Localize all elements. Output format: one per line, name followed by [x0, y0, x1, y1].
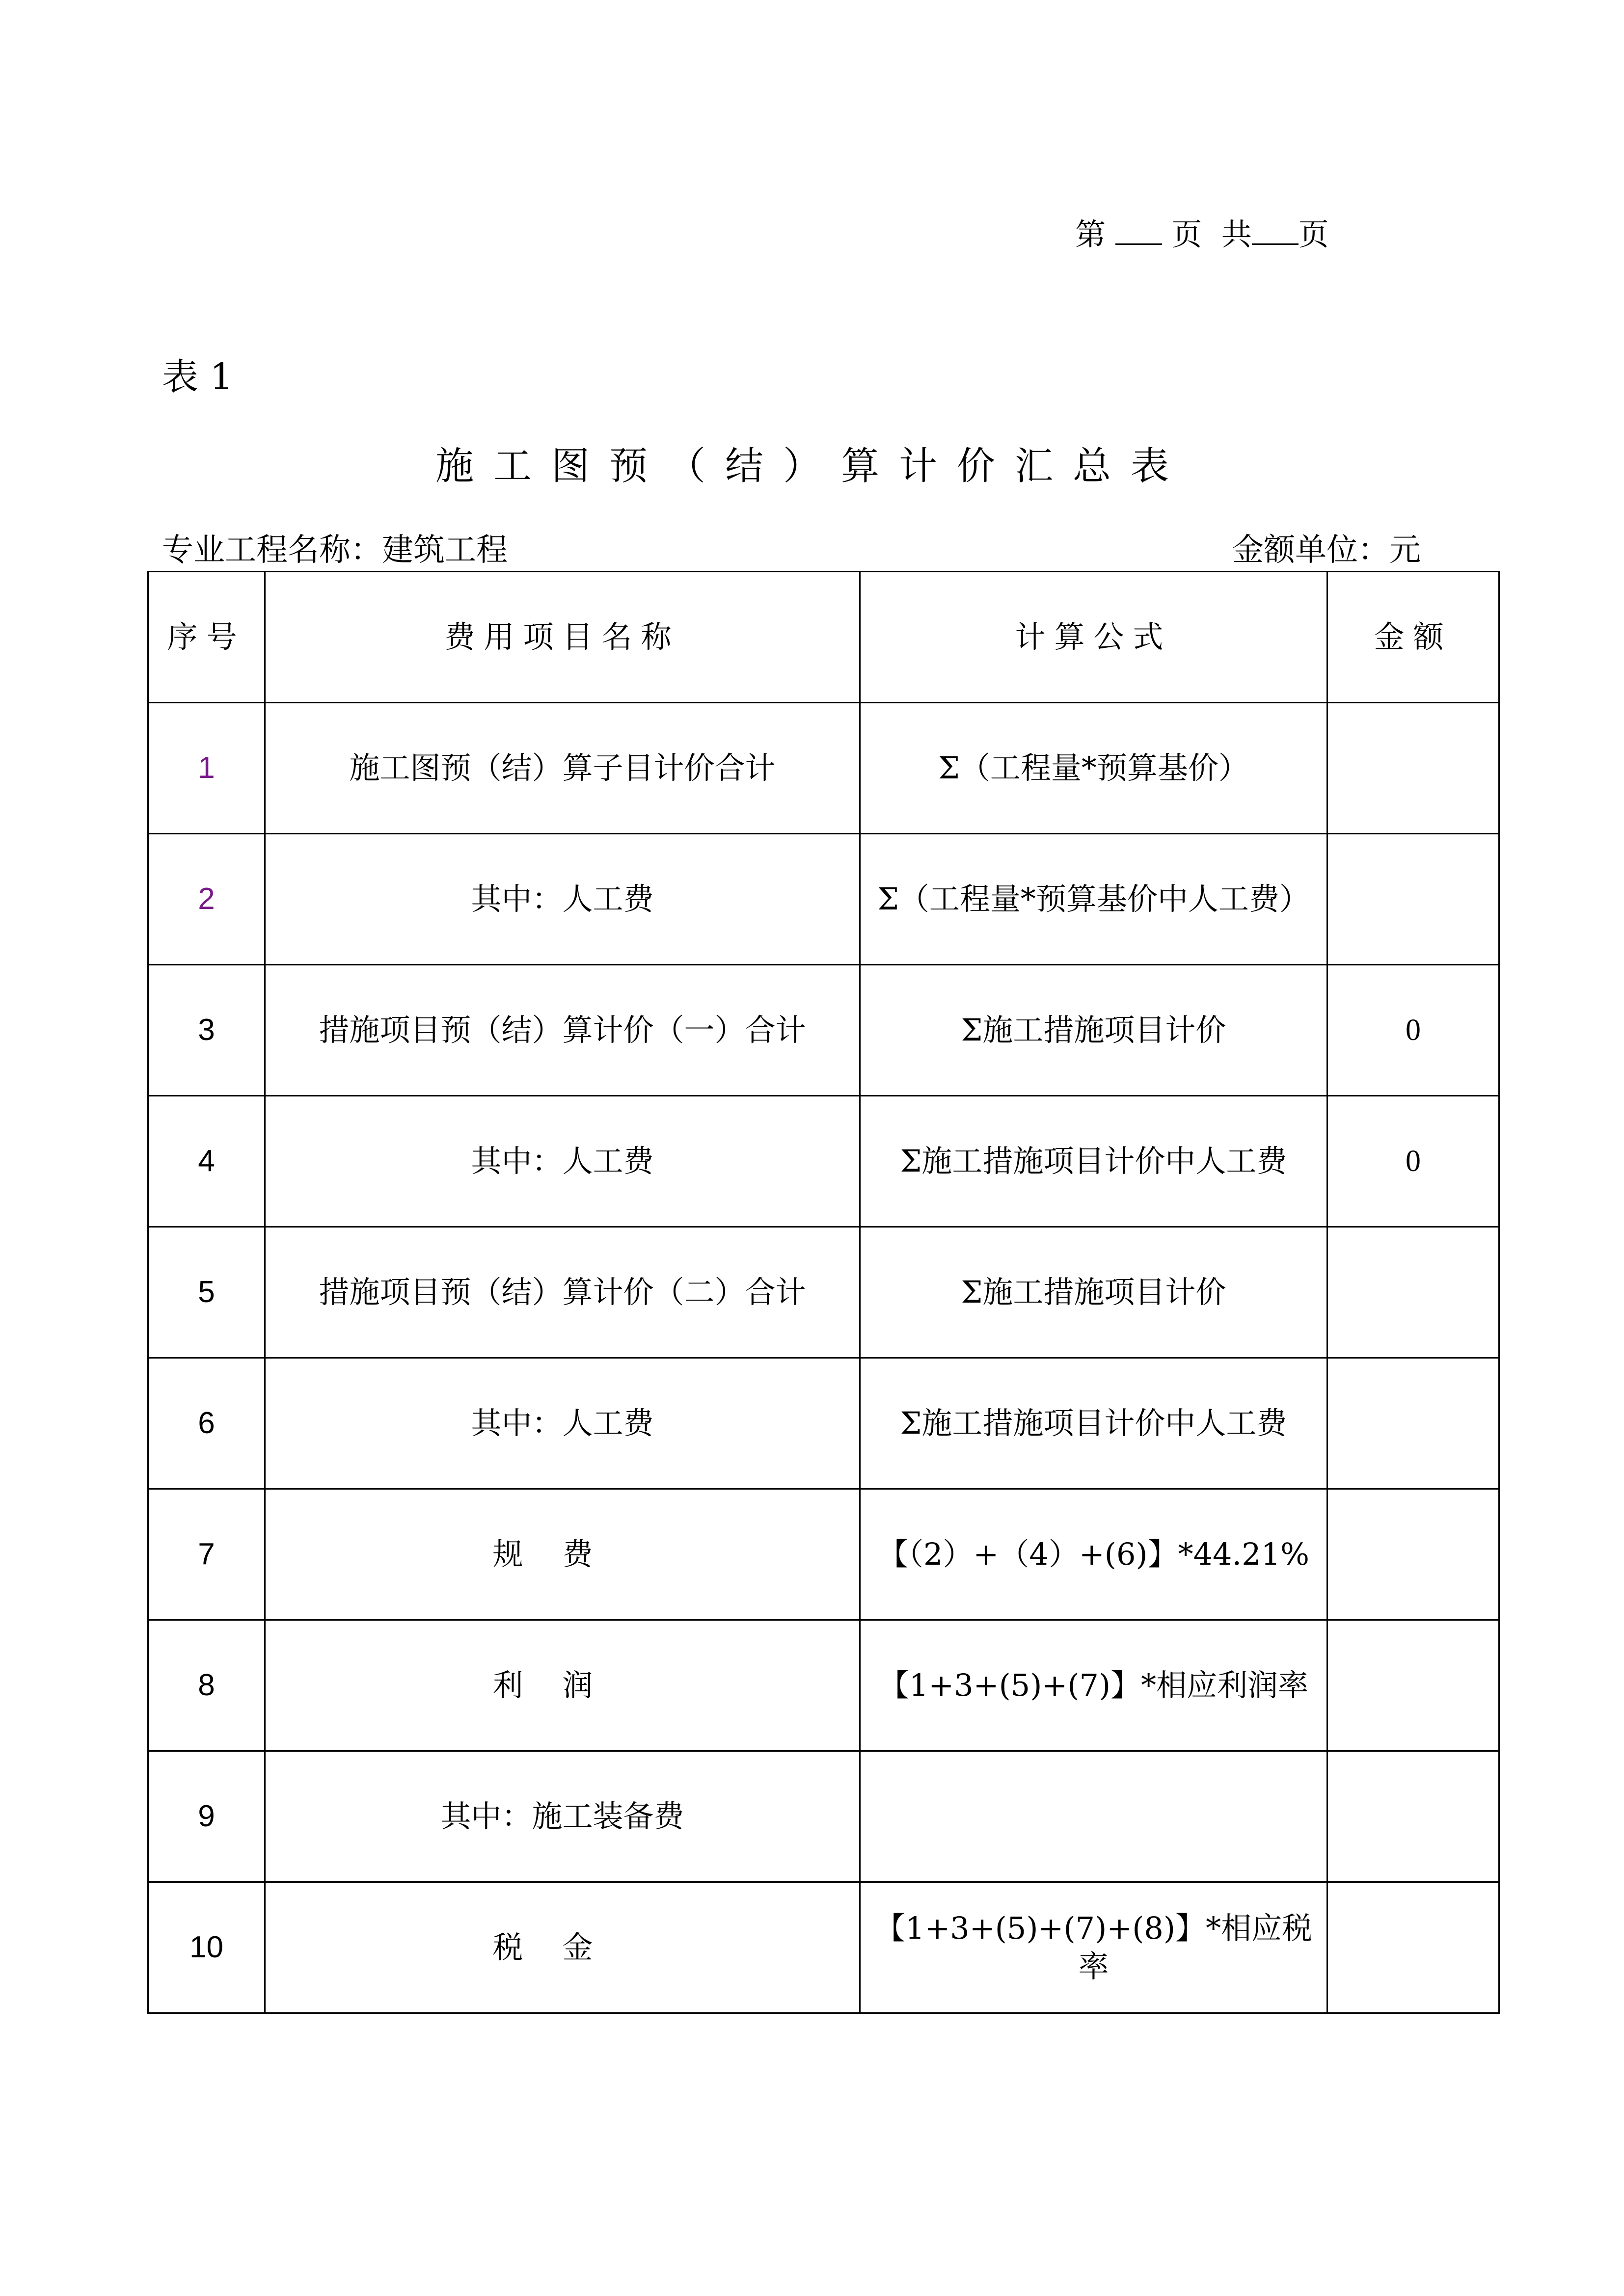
page-number — [1075, 216, 1329, 252]
table-row — [148, 834, 1499, 965]
row-seq: 7 — [148, 1489, 265, 1620]
row-amount — [1327, 1358, 1499, 1489]
document-title: 施工图预（结）算计价汇总表 — [435, 444, 1189, 488]
row-amount — [1327, 1227, 1499, 1358]
table-row — [148, 1751, 1499, 1882]
row-formula: 【1+3+(5)+(7)+(8)】*相应税率 — [860, 1882, 1327, 2013]
row-amount — [1327, 1489, 1499, 1620]
header-formula: 计算公式 — [860, 572, 1327, 703]
row-name: 税金 — [265, 1882, 860, 2013]
page-number-middle: 页 共 — [1171, 216, 1252, 252]
table-row — [148, 1489, 1499, 1620]
row-amount: 0 — [1327, 965, 1499, 1096]
row-amount: 0 — [1327, 1096, 1499, 1227]
table-number: 表 1 — [162, 356, 233, 398]
row-formula — [860, 1751, 1327, 1882]
table-row — [148, 1620, 1499, 1751]
row-amount — [1327, 703, 1499, 834]
header-seq: 序号 — [148, 572, 265, 703]
table-header-row — [148, 572, 1499, 703]
table-row — [148, 1096, 1499, 1227]
row-formula: Σ施工措施项目计价 — [860, 965, 1327, 1096]
row-name: 规费 — [265, 1489, 860, 1620]
page-number-suffix: 页 — [1298, 216, 1329, 252]
row-formula: Σ施工措施项目计价 — [860, 1227, 1327, 1358]
table-row — [148, 1882, 1499, 2013]
row-amount — [1327, 1882, 1499, 2013]
row-seq: 2 — [148, 834, 265, 965]
row-seq: 8 — [148, 1620, 265, 1751]
row-formula: Σ（工程量*预算基价中人工费） — [860, 834, 1327, 965]
header-name: 费用项目名称 — [265, 572, 860, 703]
row-formula: 【（2）+（4）+(6)】*44.21% — [860, 1489, 1327, 1620]
row-name: 其中：人工费 — [265, 1358, 860, 1489]
table-row — [148, 965, 1499, 1096]
row-seq: 3 — [148, 965, 265, 1096]
row-seq: 5 — [148, 1227, 265, 1358]
table-row — [148, 1227, 1499, 1358]
row-name: 施工图预（结）算子目计价合计 — [265, 703, 860, 834]
row-name: 其中：人工费 — [265, 1096, 860, 1227]
row-amount — [1327, 1620, 1499, 1751]
row-amount — [1327, 834, 1499, 965]
row-formula: Σ施工措施项目计价中人工费 — [860, 1358, 1327, 1489]
row-formula: 【1+3+(5)+(7)】*相应利润率 — [860, 1620, 1327, 1751]
row-seq: 1 — [148, 703, 265, 834]
row-formula: Σ（工程量*预算基价） — [860, 703, 1327, 834]
header-amount: 金额 — [1327, 572, 1499, 703]
table-row — [148, 703, 1499, 834]
row-name: 利润 — [265, 1620, 860, 1751]
table-row — [148, 1358, 1499, 1489]
cost-summary-table — [147, 571, 1500, 2014]
row-name: 措施项目预（结）算计价（二）合计 — [265, 1227, 860, 1358]
page-number-current-blank — [1115, 216, 1162, 245]
page-number-total-blank — [1252, 216, 1299, 245]
row-seq: 4 — [148, 1096, 265, 1227]
row-seq: 9 — [148, 1751, 265, 1882]
row-seq: 10 — [148, 1882, 265, 2013]
row-name: 其中：施工装备费 — [265, 1751, 860, 1882]
amount-unit-label: 金额单位：元 — [1232, 532, 1421, 568]
row-name: 措施项目预（结）算计价（一）合计 — [265, 965, 860, 1096]
row-amount — [1327, 1751, 1499, 1882]
row-seq: 6 — [148, 1358, 265, 1489]
row-name: 其中：人工费 — [265, 834, 860, 965]
project-name-label: 专业工程名称：建筑工程 — [162, 532, 508, 568]
row-formula: Σ施工措施项目计价中人工费 — [860, 1096, 1327, 1227]
page-number-prefix: 第 — [1075, 216, 1106, 252]
